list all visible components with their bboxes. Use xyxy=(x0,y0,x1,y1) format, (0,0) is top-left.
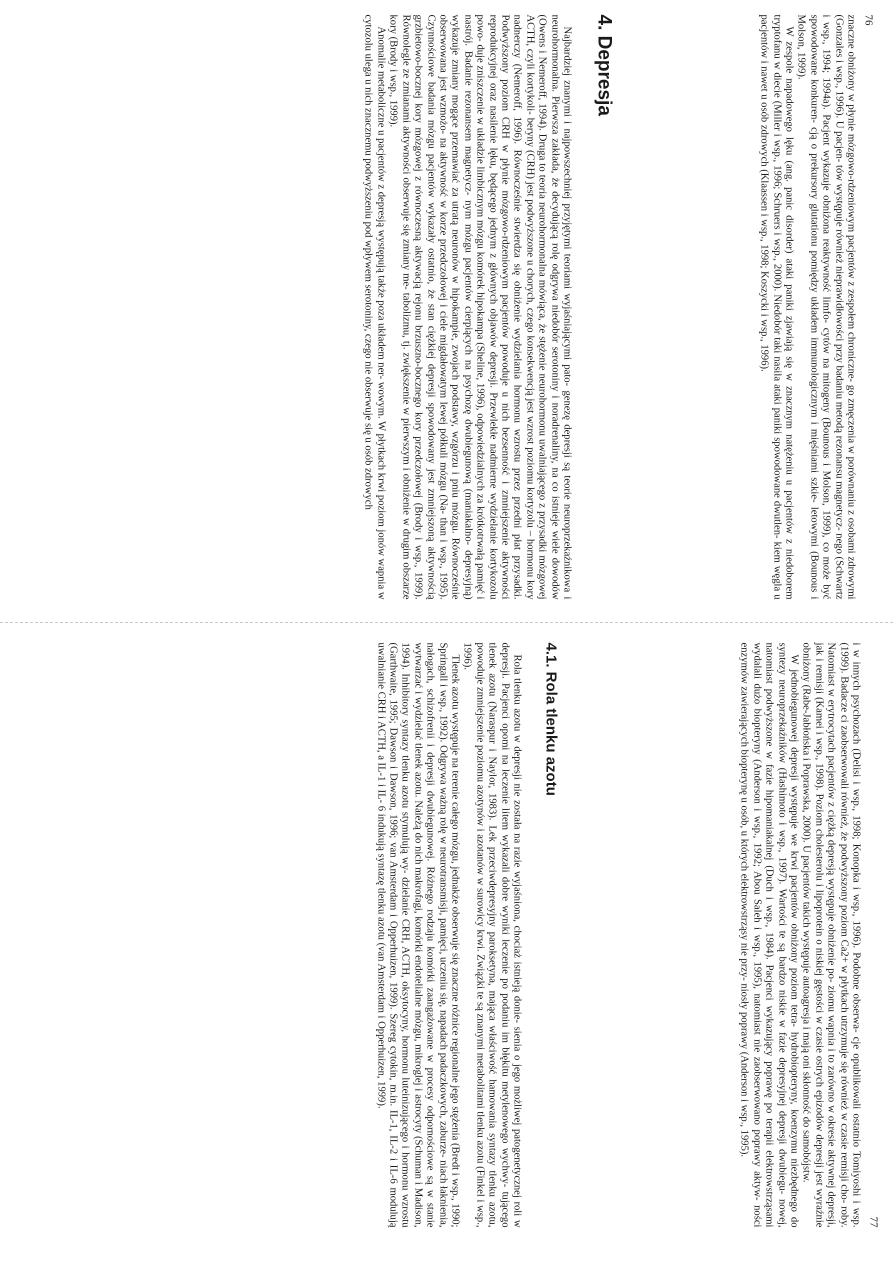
paragraph: Anomalie metaboliczne u pacjentów z depresją występują także poza układem ner- wowym. W płytkach krwi poziom jonów wapnia w cytozolu ulega u nich znacznemu podwyższeniu pod wpływem serotoniny, czego nie obserwuje się u osób zdrowych xyxy=(363,14,387,600)
text-block-nitric-oxide xyxy=(374,643,523,1228)
page-number: 76 xyxy=(862,14,875,26)
page-number: 77 xyxy=(867,1216,880,1228)
text-block-continuation xyxy=(737,643,861,1228)
page-fold-line xyxy=(0,622,893,624)
paragraph: Rola tlenku azotu w depresji nie została na razie wyjaśniona, chociaż istnieją donie- sienia o jego możliwej patogenetycznej roli w depresji. Pacjenci opomi na leczenie litem wykazali dobre wyniki leczenie po podaniu im błękitu metylenowego wychwy- tującego tlenek azotu (Naraspur i Naylor, 1983). Lek przeciwdepresyjny paroksetyna, mająca właściwość hamowania syntazy tlenku azotu, powoduje zmniejszenie poziomu azotynów i azotanów w surowicy krwi. Związki te są znanymi metabolitami tlenku azotu (Finkel i wsp., 1996). xyxy=(461,642,523,1228)
section-heading: 4. Depresja xyxy=(593,14,615,116)
text-block-depression xyxy=(362,15,573,600)
paragraph: znaczne obniżony w płynie mózgowo-rdzeniowym pacjentów z zespołem chroniczne- go zmęczenia w porównaniu z osobami zdrowymi (Gonzales i wsp., 1996). U pacjen- tów występuje również nieprawidłowości przy badaniu metodą rezonansu magnetycz- nego (Schwartz i wsp., 1994; 1994a). Pacjent wykazuje obniżona reaktywność limfo- cytów na mitogeny (Bounous i Molson, 1999), co może być spowodowane konkuren- cją o prekursory glutationu pomiędzy układem immunologicznym i mięśniami szkie- letowymi (Bounous i Molson, 1999). xyxy=(795,14,857,600)
subsection-heading: 4.1. Rola tlenku azotu xyxy=(542,642,560,796)
text-block-intro xyxy=(757,15,856,600)
paragraph: i w innych psychozach (Delisi i wsp., 1998; Konopka i wsp., 1996). Podobne obserwa- cje opublikowali ostatnio Tomiyoshi i wsp. (1999). Badacze ci zaobserwowali również, że podwyższony poziom Ca2+ w płytkach utrzymuje się również w czasie remisji cho- roby. Natomiast w erytrocytach pacjentów z ciężką depresją występuje obniżenie po- ziomu wapnia i to zarówno w okresie aktywnej depresji, jak i remisji (Kamei i wsp., 1998). Poziom cholesterolu i lipoprotein o niskiej gęstości w czasie ostrych epizodów depresji jest wyraźnie obniżony (Rabe-Jabłońska i Poprawska, 2000). U pacjentów takich występuje autoagresja i mają oni skłonność do samobójstw. xyxy=(800,642,862,1228)
page-77 xyxy=(18,643,878,1228)
paragraph: Tlenek azotu występuje na terenie całego mózgu, jednakże obserwuje się znaczne różnice regionalne jego stężenia (Bredt i wsp., 1990; Springall i wsp., 1992). Odgrywa ważną rolę w neurotransmisji, pamięci, uczeniu się, napadach padaczkowych, zaburze- niach łaknienia, nałogach, schizofrenii i depresji dwubiegunowej. Różnego rodzaju komórki zaangażowane w procesy odpornościowe są w stanie wytwarzać i wydzielać tlenek azotu. Należą do nich makrofagi, komórki endotelialne mózgu, mikroglej i astrocyty (Schuman i Madison, 1994). Inhibitory syntazy tlenku azotu stymulują wy- dzielanie CRH, ACTH, oksytocyny, hormonu luteinizującego i hormonu wzrostu (Garthwaite, 1995; Dawson i Dawson, 1996; van Amsterdam i Opperhuizen, 1999). Szereg cytokin, m.in. IL-1, IL-2 i IL-6 modulują uwalnianie CRH i ACTH, a IL-1 i IL- 6 indukują syntazę tlenku azotu (van Amsterdam i Opperhuizen, 1999). xyxy=(375,642,461,1228)
paragraph: Najbardziej znanymi i najpowszechniej przyjętymi teoriami wyjaśniającymi pato- genezę depresji są teorie neuroprzekaźnikowa i neurohormonalna. Pierwsza zakłada, że decydującą rolę odgrywa niedobór serotoniny i noradrenaliny, na co istnieje wiele dowodów (Owens i Nemeroff, 1994). Druga to teoria neurohormonalna mówiąca, że stężenie neurohormonu uwalniającego z przysadki mózgowej ACTH, czyli kortykoli- beryny (CRH) jest podwyższone u chorych, czego konsekwencją jest wzrost poziomu kortyzolu – hormonu kory nadnerczy (Nemeroff, 1996). Równocześnie stwierdza się obniżenie wydzielania hormonu wzrostu przez przedni płat przysadki. Podwyższony poziom CRH w płynie mózgowo-rdzeniowym pacjentów powoduje u nich bezsenność i zmniejszenie aktywności reprodukcyjnej oraz nasilenie lęku, będącego jednym z głównych objawów depresji. Przewlekłe nadmierne wydzielanie kortykozolu powo- duje zniszczenie w układzie limbicznym mózgu komórek hipokampa (Sheline, 1996), odpowiedzialnych za krótkotrwałą pamięć i nastrój. Badanie rezonansem magnetycz- nym mózgu pacjentów cierpiących na psychozę dwubiegunową (maniakalno- depresyjną) wykazuje zmiany mogące przemawiać za utratą neuronów w hipokampie, zwojach podstawy, wzgórzu i pniu mózgu. Równocześnie obserwowana jest wzmożo- na aktywność w korze przedczołowej i ciele migdałowatym lewej półkuli mózgu (Na- than i wsp., 1995). Czynnościowe badania mózgu pacjentów wykazały ostatnio, że stan ciężkiej depresji spowodowany jest zmniejszoną aktywnością grzbietowo-bocznej kory mózgowej z równoczesną aktywacją rejonu brzuszno-bocznego kory przedczołowej (Brody i wsp., 1999). Równolegle ze zmianami aktywności obserwuje się zmiany me- tabolizmu, tj. zwiększenie w pierwszym i obniżenie w drugim obszarze kory (Brody i wsp., 1999). xyxy=(387,14,573,600)
paragraph: W jednobiegunowej depresji występuje we krwi pacjentów obniżony poziom tetra- hydrobiopteryny, koenzymu niezbędnego do syntezy neuroprzekaźników (Hashimoto i wsp., 1997). Wartości te są bardzo niskie w fazie depresyjnej depresji dwubiegu- nowej, natomiast podwyższone w fazie hipomaniakalnej (Duch i wsp., 1984). Pacjenci wykazujący poprawę po terapii elektrowstrząsami wydalali dużo biopteryny (Anderson i wsp., 1992; Abou Saleh i wsp., 1995), natomiast nie zaobserwowano poprawy aktyw- ności enzymów zawierających biopterynę u osób, u których elektrowstrząsy nie przy- niosły poprawy (Anderson i wsp., 1995). xyxy=(738,642,800,1228)
page-76 xyxy=(13,15,873,600)
paragraph: W zespole napadowego lęku (ang. panic disorder) ataki paniki zjawiają się w znacznym natężeniu u pacjentów z niedoborem tryptofanu w diecie (Miller i wsp., 1996; Schruers i wsp., 2000). Niedobór taki nasila ataki paniki spowodowane dwutlen- kiem węgla u pacjentów i nawet u osób zdrowych (Klaassen i wsp., 1998; Koszycki i wsp., 1996). xyxy=(758,14,795,600)
